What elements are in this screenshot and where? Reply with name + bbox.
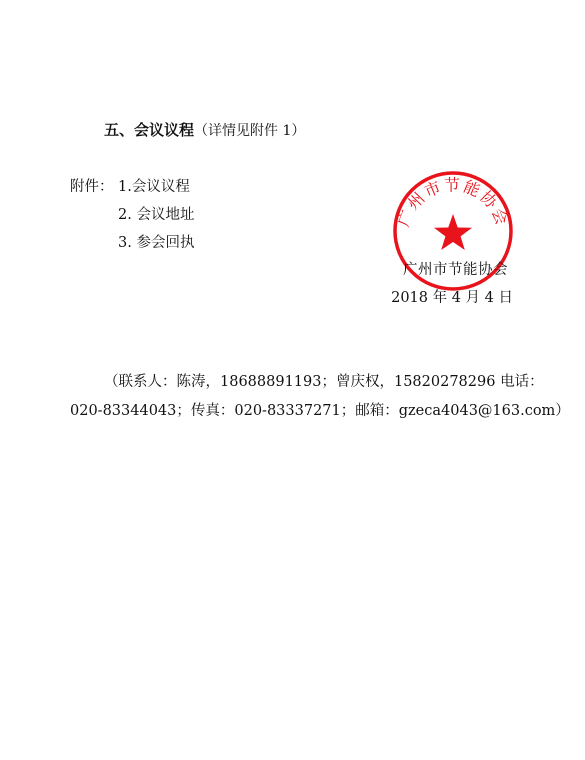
contact-line-2: 020-83344043；传真：020-83337271；邮箱：gzeca4043@163.com） — [70, 403, 570, 419]
signature-org: 广州市节能协会 — [403, 262, 508, 278]
attachment-item-1: 1.会议议程 — [118, 179, 190, 195]
contact-line-1: （联系人：陈涛，18688891193；曾庆权，15820278296 电话： — [104, 374, 544, 390]
section-title: 五、会议议程 — [104, 121, 195, 139]
seal-text: 广州市节能协会 — [393, 175, 513, 230]
attachments-label: 附件： — [70, 179, 114, 195]
attachment-item-3: 3. 参会回执 — [118, 235, 195, 251]
attachment-item-2: 2. 会议地址 — [118, 207, 195, 223]
section-heading — [104, 120, 305, 141]
section-note: （详情见附件 1） — [194, 123, 306, 139]
signature-date: 2018 年 4 月 4 日 — [391, 290, 513, 306]
seal-star-icon — [434, 214, 472, 250]
